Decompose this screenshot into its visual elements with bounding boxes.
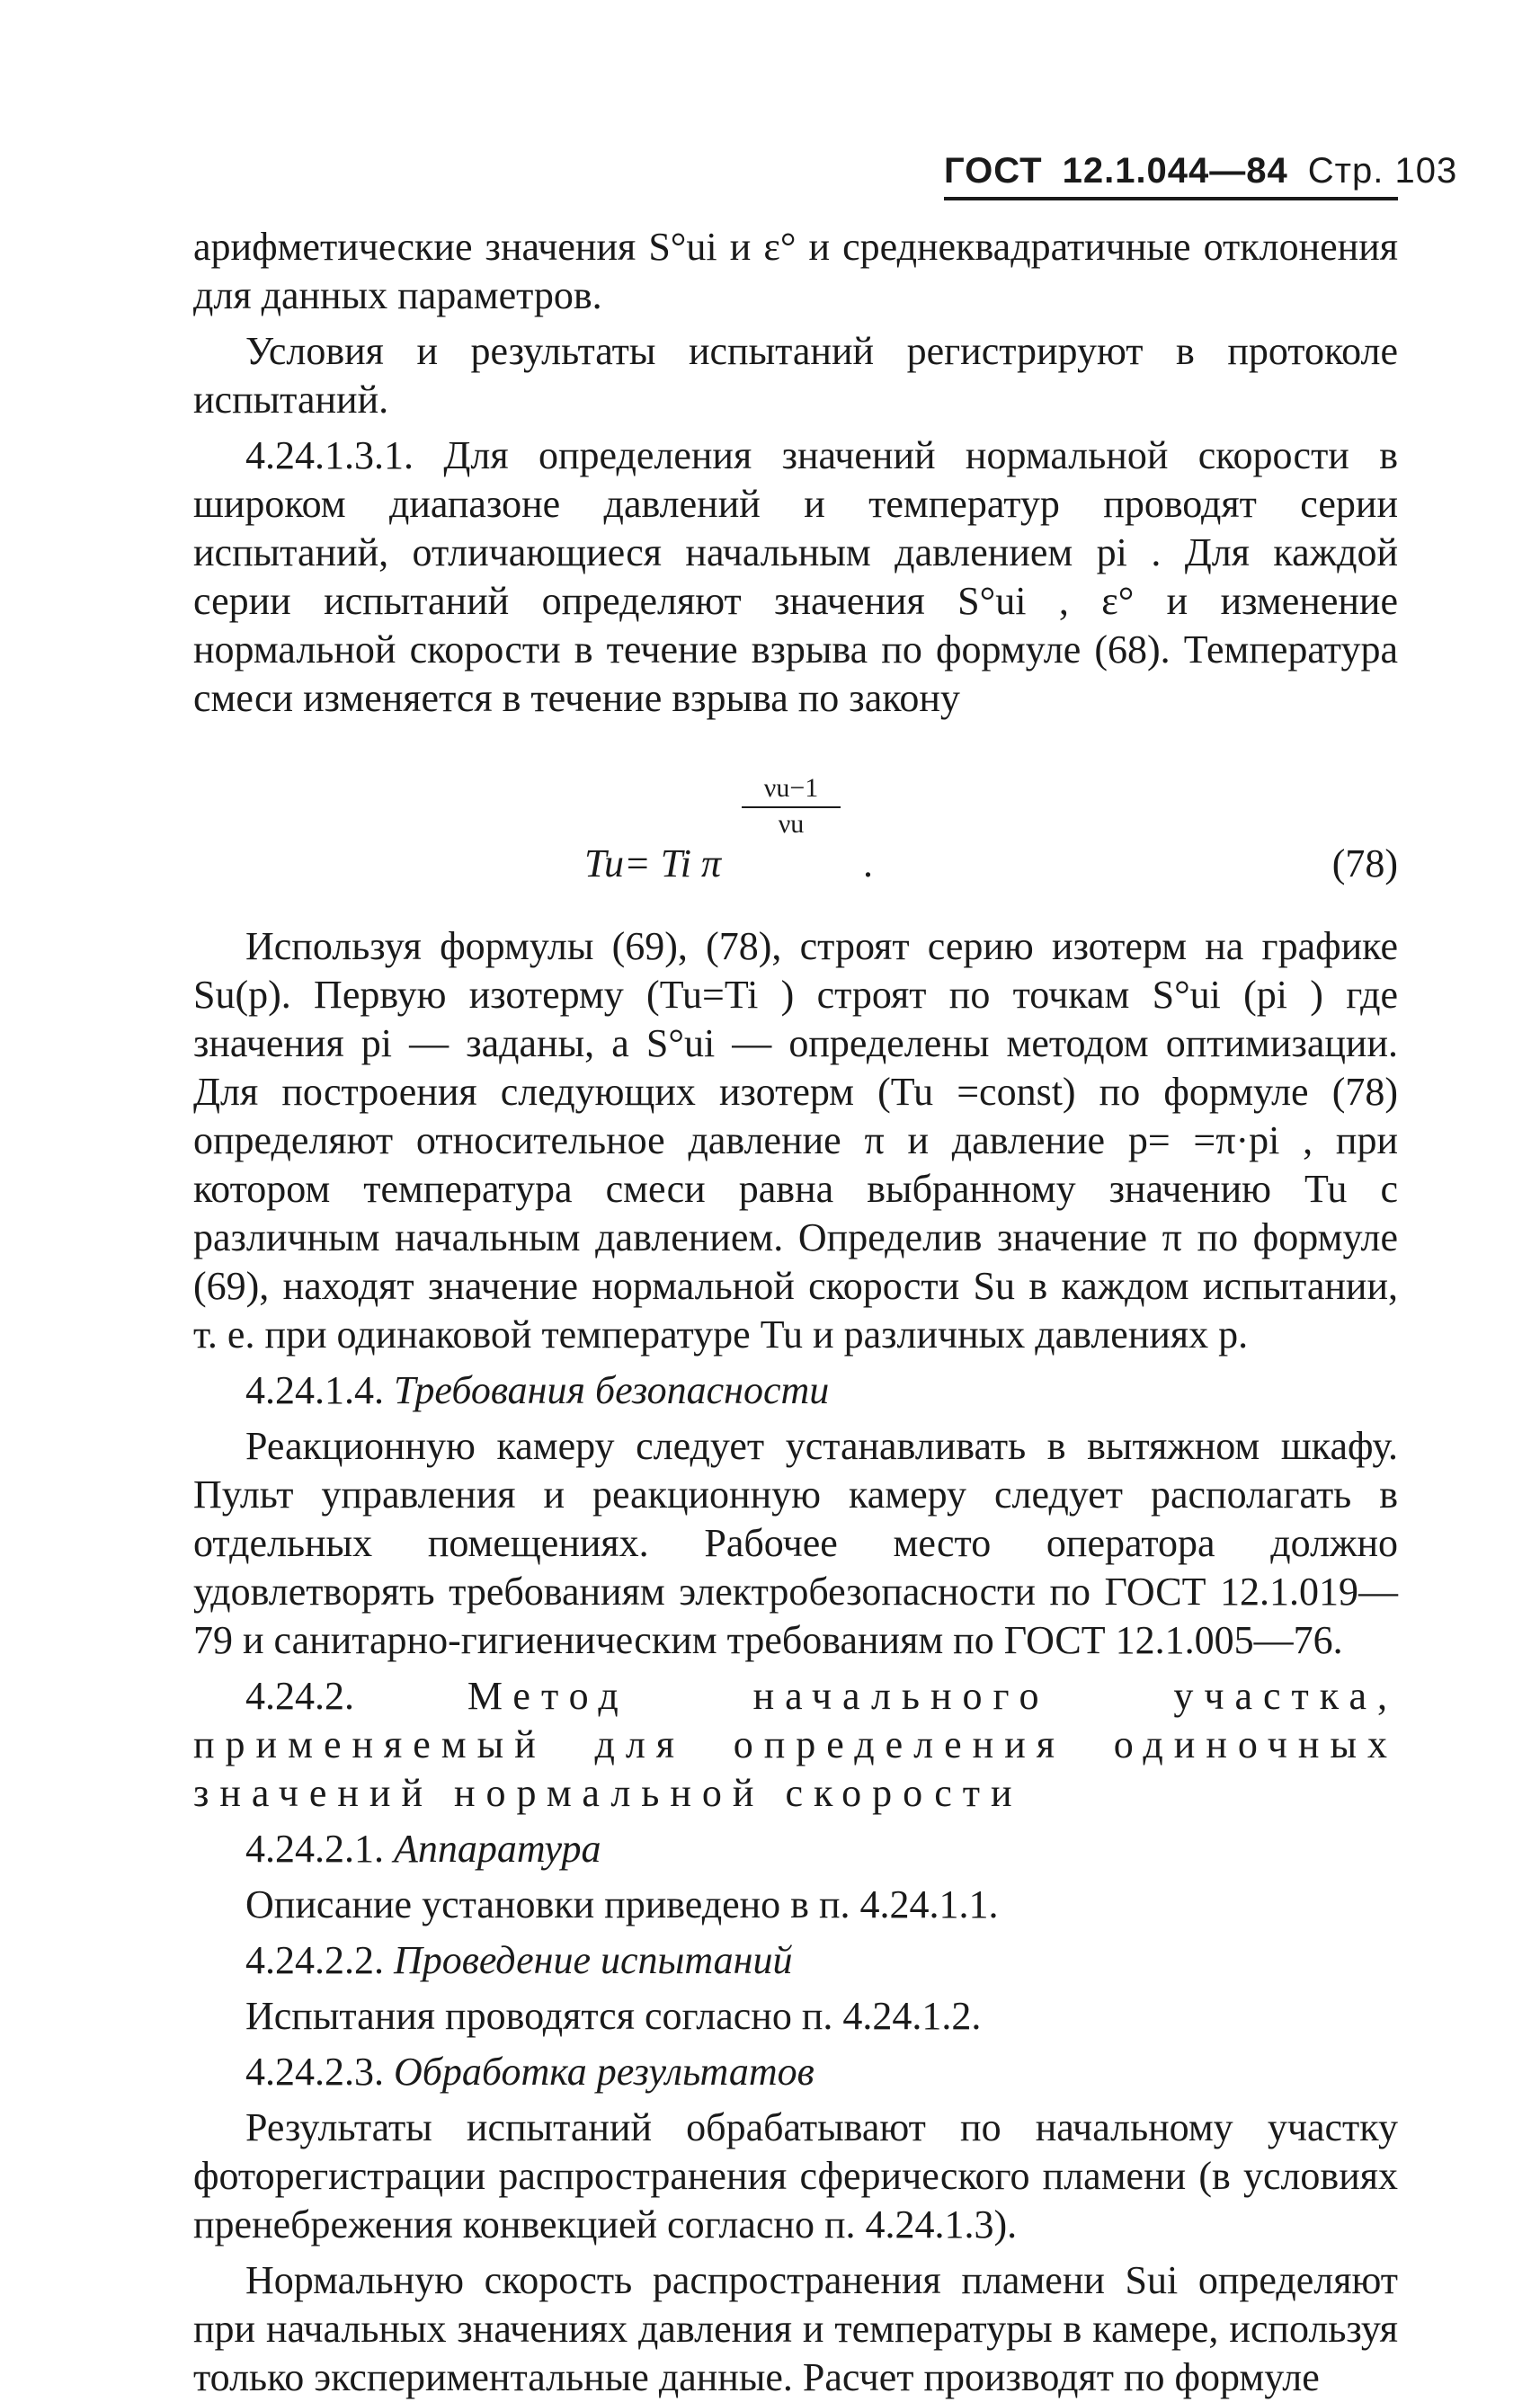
section-title: Обработка результатов (394, 2050, 815, 2094)
paragraph-7: Испытания проводятся согласно п. 4.24.1.2. (245, 1994, 982, 2038)
section-4-24-2 (193, 1672, 1398, 1818)
section-4-24-2-3 (193, 2048, 1398, 2096)
paragraph-8: Результаты испытаний обрабатывают по начальному участку фоторегистрации распространения сферического пламени (в условиях пренебрежения конвекцией согласно п. 4.24.1.3). (193, 2105, 1398, 2246)
document-body (193, 223, 1398, 2402)
section-number: 4.24.2.2. (245, 1938, 384, 1982)
formula-exp-numerator: νu−1 (742, 772, 841, 808)
paragraph-9: Нормальную скорость распространения пламени Sui определяют при начальных значениях давления и температуры в камере, используя только экспериментальные данные. Расчет производят по формуле (193, 2258, 1398, 2399)
formula-number: (78) (1331, 841, 1398, 885)
paragraph-1: арифметические значения S°ui и ε° и среднеквадратичные отклонения для данных параметров. (193, 225, 1398, 317)
paragraph-5: Реакционную камеру следует устанавливать в вытяжном шкафу. Пульт управления и реакционную камеру следует располагать в отдельных помещениях. Рабочее место оператора должно удовлетворять требованиям электробезопасности по ГОСТ 12.1.019—79 и санитарно-гигиеническим требованиям по ГОСТ 12.1.005—76. (193, 1424, 1398, 1662)
formula-78: Tu= Ti π $\frac{\nu u-1}{\nu u}$ . (78) (193, 732, 1398, 912)
paragraph-6: Описание установки приведено в п. 4.24.1.1. (245, 1882, 999, 1926)
header-number: 12.1.044—84 (1062, 151, 1288, 191)
header-page: Стр. 103 (1307, 151, 1458, 191)
section-title: Аппаратура (394, 1827, 601, 1871)
formula-exponent (742, 772, 841, 841)
paragraph-3: 4.24.1.3.1. Для определения значений нормальной скорости в широком диапазоне давлений и температур проводят серии испытаний, отличающиеся начальным давлением pi . Для каждой серии испытаний определяют значения S°ui , ε° и изменение нормальной скорости в течение взрыва по формуле (68). Температура смеси изменяется в течение взрыва по закону (193, 433, 1398, 720)
paragraph-2: Условия и результаты испытаний регистрируют в протоколе испытаний. (193, 329, 1398, 422)
section-title: Проведение испытаний (394, 1938, 793, 1982)
page-header (944, 151, 1458, 200)
section-number: 4.24.2.3. (245, 2050, 384, 2094)
section-title: Метод начального участка, применяемый для определения одиночных значений нормальной скорости (193, 1674, 1398, 1815)
formula-exp-denominator: νu (778, 809, 805, 839)
section-4-24-2-2 (193, 1936, 1398, 1985)
section-number: 4.24.1.4. (245, 1368, 384, 1412)
section-number: 4.24.2.1. (245, 1827, 384, 1871)
section-4-24-2-1 (193, 1825, 1398, 1873)
paragraph-4: Используя формулы (69), (78), строят серию изотерм на графике Su(p). Первую изотерму (Tu=Ti ) строят по точкам S°ui (pi ) где значения pi — заданы, а S°ui — определены методом оптимизации. Для построения следующих изотерм (Tu =const) по формуле (78) определяют относительное давление π и давление p= =π·pi , при котором температура смеси равна выбранному значению Tu с различным начальным давлением. Определив значение π по формуле (69), находят значение нормальной скорости Su в каждом испытании, т. е. при одинаковой температуре Tu и различных давлениях p. (193, 924, 1398, 1357)
header-standard: ГОСТ (944, 151, 1043, 191)
section-4-24-1-4 (193, 1366, 1398, 1415)
section-number: 4.24.2. (245, 1674, 354, 1718)
section-title: Требования безопасности (394, 1368, 830, 1412)
formula-lhs: Tu= Ti π (584, 841, 722, 885)
